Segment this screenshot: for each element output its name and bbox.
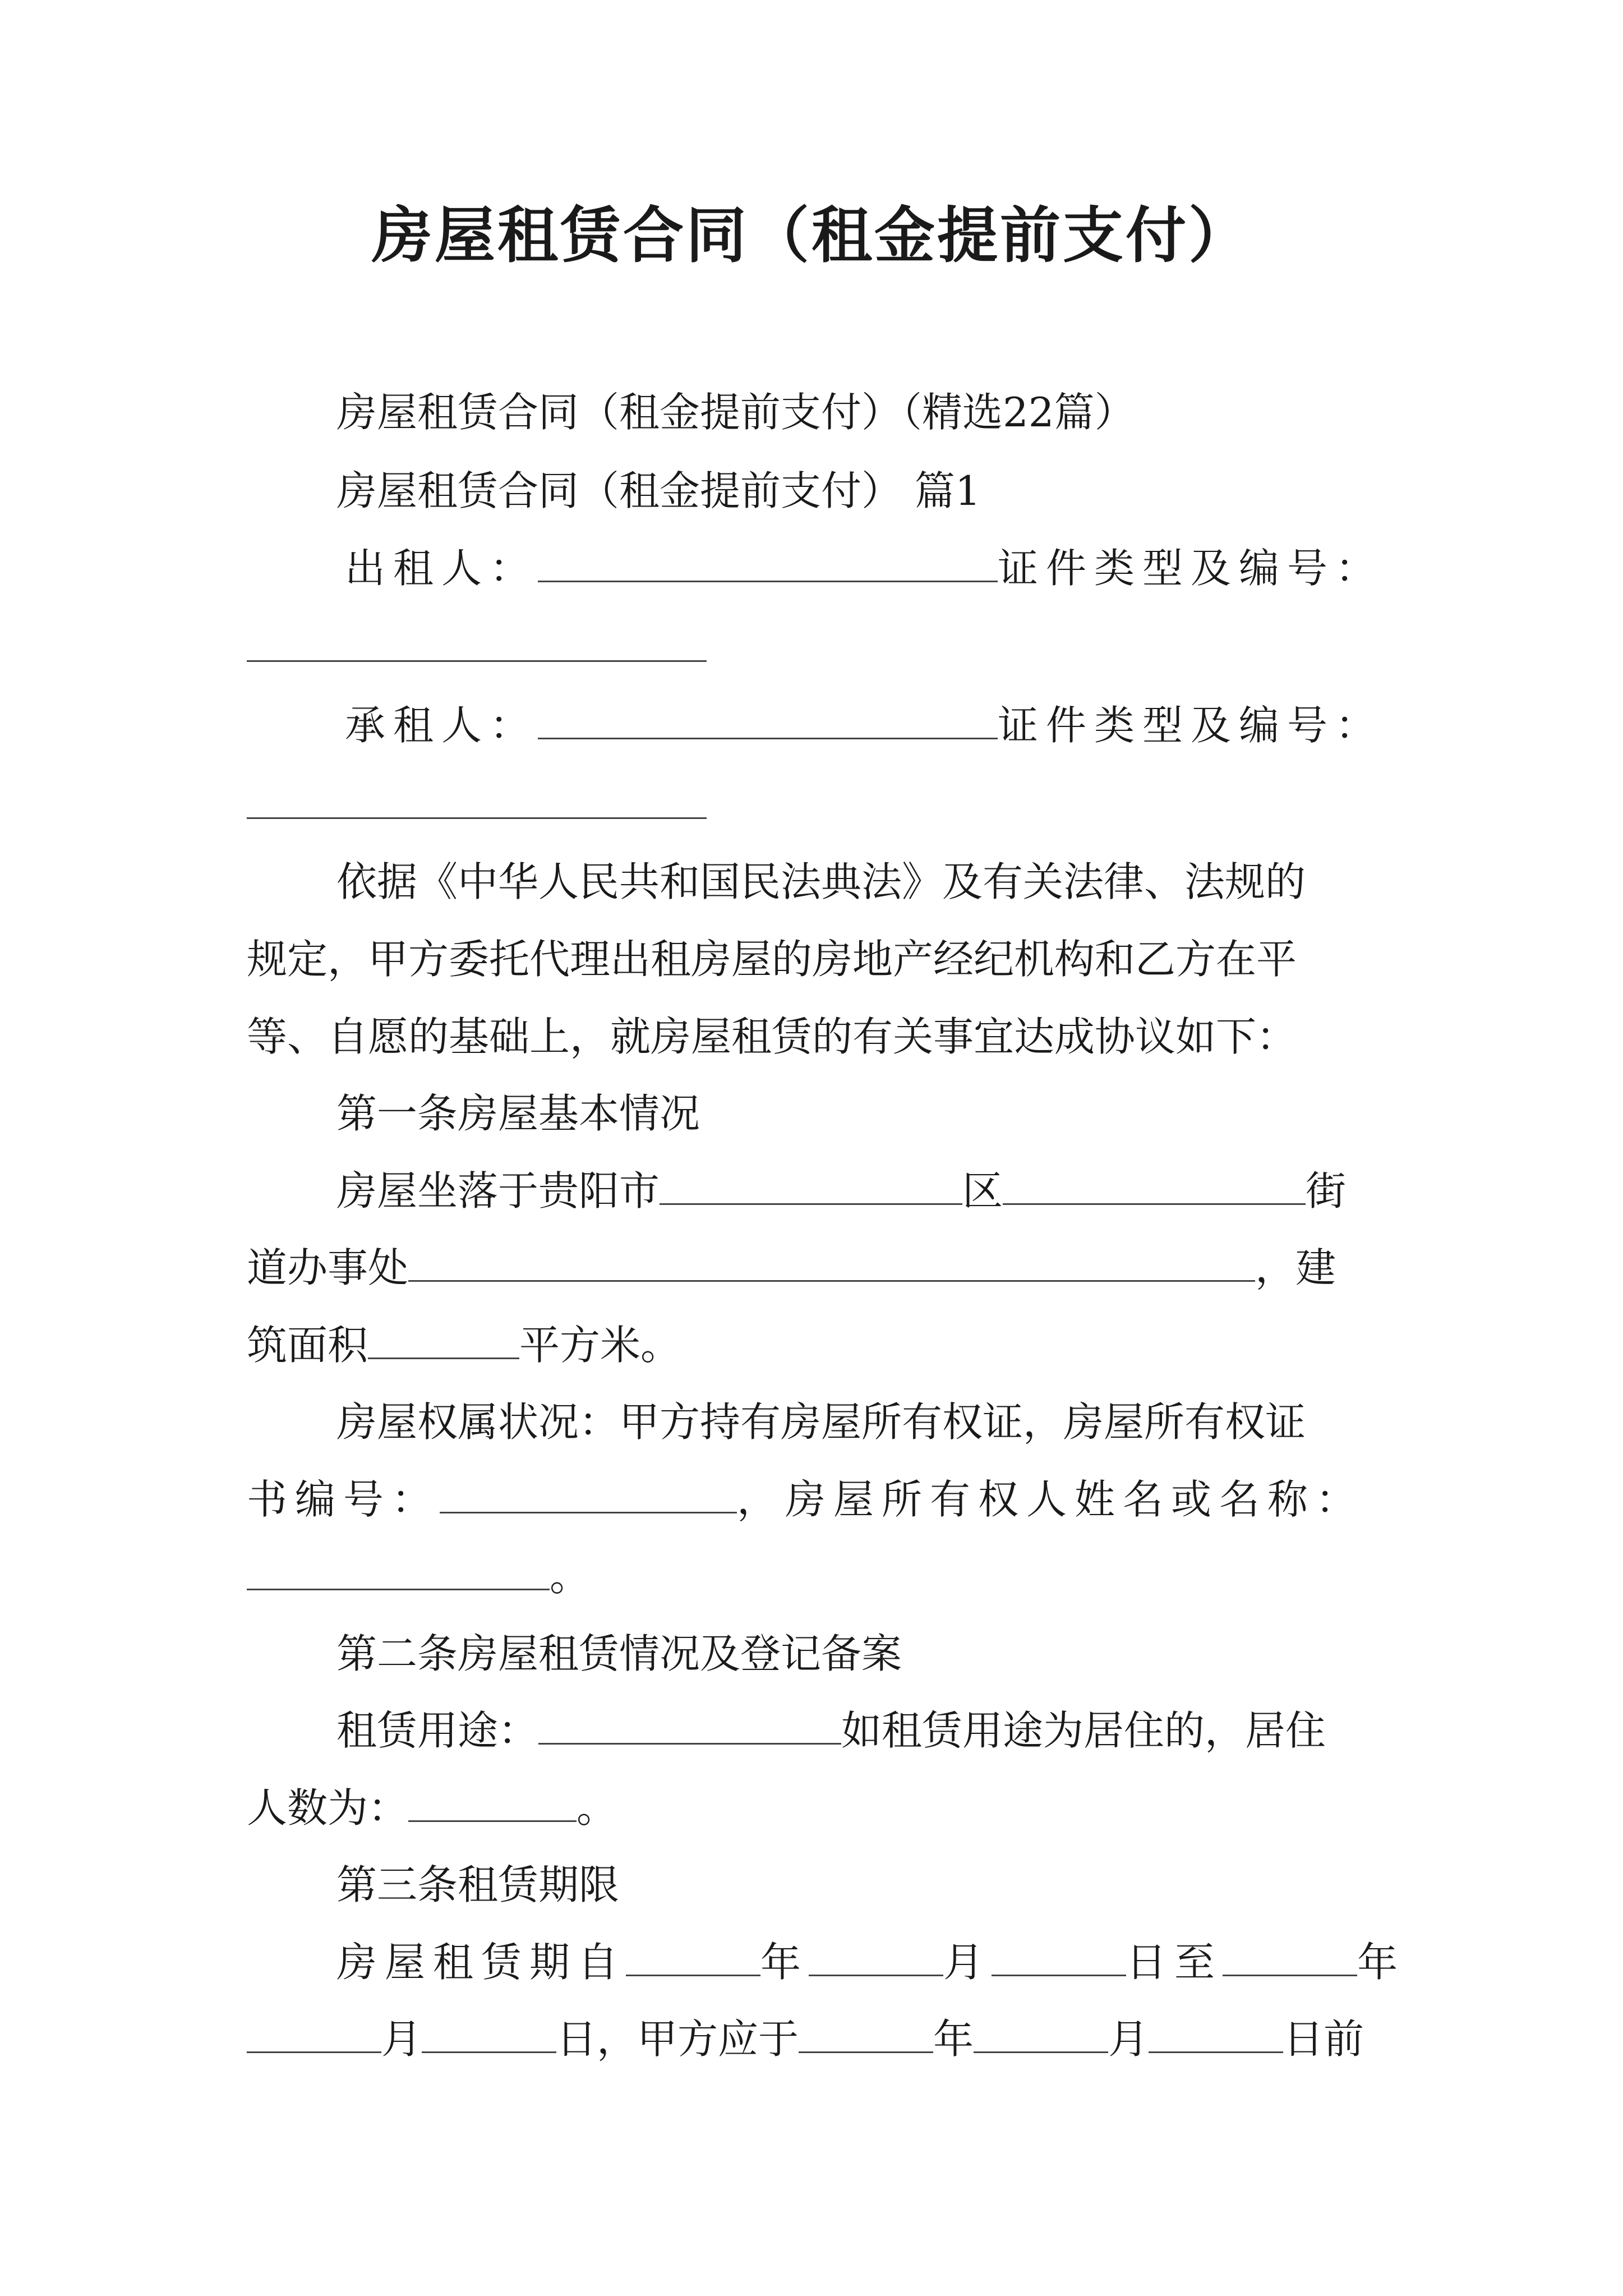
area-label: 筑面积 <box>247 1322 368 1369</box>
area-unit: 平方米。 <box>519 1322 681 1369</box>
lessee-id-line <box>247 780 707 830</box>
end-year-label: 年 <box>1357 1939 1406 1986</box>
ownership-line-3 <box>247 1551 590 1602</box>
article-1-heading: 第一条房屋基本情况 <box>336 1090 700 1137</box>
end-day-label: 日，甲方应于 <box>556 2016 799 2063</box>
term-line-1 <box>336 1937 1405 1987</box>
lessee-id-blank[interactable] <box>247 780 707 819</box>
day-to-label: 日至 <box>1126 1939 1223 1986</box>
deadline-month-label: 月 <box>1108 2016 1149 2063</box>
people-end: 。 <box>577 1784 617 1832</box>
month-label: 月 <box>943 1939 992 1986</box>
owner-name-blank[interactable] <box>247 1552 550 1590</box>
intro-line-3: 等、自愿的基础上，就房屋租赁的有关事宜达成协议如下： <box>247 1013 1297 1060</box>
article-3-heading: 第三条租赁期限 <box>336 1861 620 1908</box>
location-line <box>336 1166 1346 1216</box>
deadline-year-blank[interactable] <box>799 2014 933 2053</box>
section-heading: 房屋租赁合同（租金提前支付） 篇1 <box>336 467 981 514</box>
lessor-blank[interactable] <box>538 544 998 582</box>
ownership-end: 。 <box>550 1553 591 1600</box>
people-line <box>247 1783 617 1833</box>
office-label: 道办事处 <box>247 1244 409 1291</box>
start-day-blank[interactable] <box>992 1938 1126 1976</box>
year-label: 年 <box>760 1939 809 1986</box>
term-start-label: 房屋租赁期自 <box>336 1939 626 1986</box>
lessor-label: 出租人： <box>345 545 538 592</box>
lessor-id-blank[interactable] <box>247 623 707 662</box>
term-line-2 <box>247 2014 1364 2064</box>
office-blank[interactable] <box>408 1243 1255 1282</box>
lessee-id-label: 证件类型及编号： <box>998 702 1384 749</box>
intro-line-2: 规定，甲方委托代理出租房屋的房地产经纪机构和乙方在平 <box>247 936 1297 983</box>
article-2-heading: 第二条房屋租赁情况及登记备案 <box>336 1630 902 1677</box>
office-tail: ，建 <box>1255 1244 1336 1291</box>
use-note: 如租赁用途为居住的，居住 <box>841 1707 1326 1754</box>
deadline-day-blank[interactable] <box>1149 2014 1283 2053</box>
end-day-blank[interactable] <box>422 2014 556 2053</box>
lessee-blank[interactable] <box>538 701 998 739</box>
location-city-label: 房屋坐落于贵阳市 <box>336 1167 660 1214</box>
deadline-day-label: 日前 <box>1283 2016 1364 2063</box>
use-label: 租赁用途： <box>336 1707 539 1754</box>
people-blank[interactable] <box>408 1783 577 1822</box>
use-line <box>336 1705 1326 1756</box>
certificate-number-blank[interactable] <box>440 1475 737 1513</box>
street-blank[interactable] <box>1003 1166 1306 1205</box>
area-blank[interactable] <box>368 1320 519 1359</box>
ownership-line-1: 房屋权属状况：甲方持有房屋所有权证，房屋所有权证 <box>336 1398 1306 1446</box>
document-title: 房屋租赁合同（租金提前支付） <box>371 200 1251 271</box>
end-month-blank[interactable] <box>247 2014 381 2053</box>
use-blank[interactable] <box>538 1706 841 1745</box>
lessee-line <box>345 700 1384 751</box>
office-line <box>247 1243 1336 1293</box>
lessor-id-label: 证件类型及编号： <box>998 545 1384 592</box>
lessee-label: 承租人： <box>345 702 538 749</box>
intro-line-1: 依据《中华人民共和国民法典法》及有关法律、法规的 <box>336 858 1306 905</box>
people-label: 人数为： <box>247 1784 409 1832</box>
area-line <box>247 1320 681 1370</box>
district-label: 区 <box>962 1167 1003 1214</box>
start-month-blank[interactable] <box>809 1938 943 1976</box>
deadline-month-blank[interactable] <box>974 2014 1108 2053</box>
start-year-blank[interactable] <box>626 1938 760 1976</box>
ownership-line-2 <box>247 1474 1364 1525</box>
subtitle: 房屋租赁合同（租金提前支付）（精选22篇） <box>336 389 1135 436</box>
lessor-id-line <box>247 623 707 673</box>
district-blank[interactable] <box>660 1166 962 1205</box>
lessor-line <box>345 543 1384 593</box>
end-month-label: 月 <box>381 2016 422 2063</box>
deadline-year-label: 年 <box>933 2016 974 2063</box>
owner-name-label: ，房屋所有权人姓名或名称： <box>737 1476 1364 1523</box>
end-year-blank[interactable] <box>1223 1938 1357 1976</box>
street-label: 街 <box>1306 1167 1347 1214</box>
certificate-number-label: 书编号： <box>247 1476 440 1523</box>
